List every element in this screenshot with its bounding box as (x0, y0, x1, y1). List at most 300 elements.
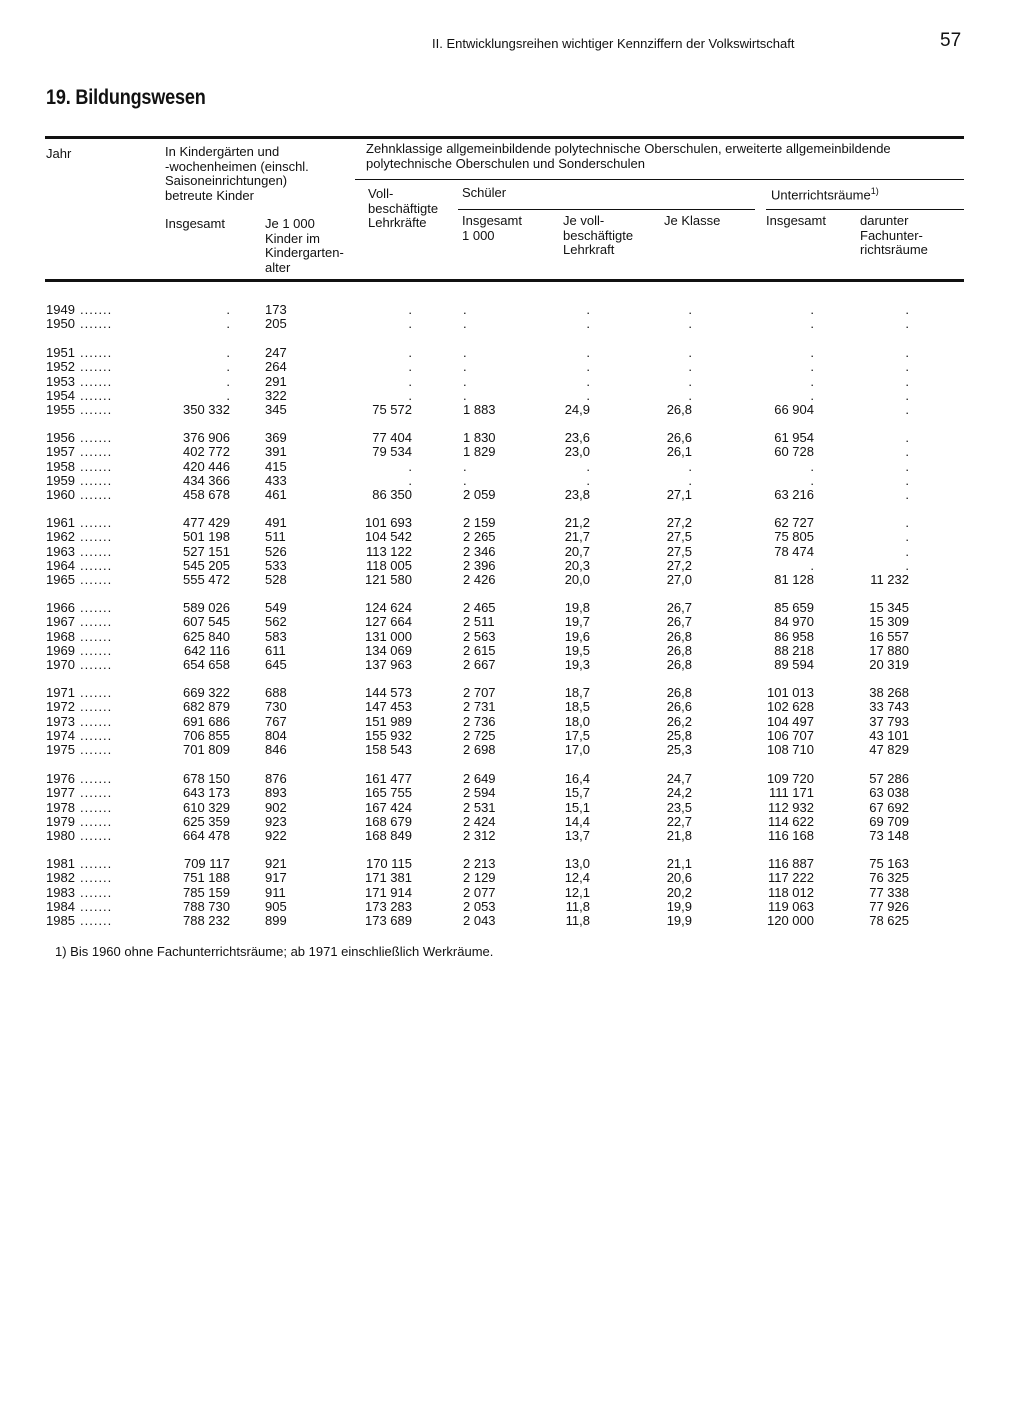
row-cell: 527 151 (183, 543, 230, 559)
row-year: 1966 (46, 600, 75, 615)
row-cell: 391 (265, 444, 287, 460)
row-cell: 247 (265, 345, 287, 360)
row-year: 1965 (46, 572, 75, 587)
row-cell: 2 707 (463, 685, 496, 700)
row-cell: . (905, 316, 909, 332)
row-year: 1955 (46, 402, 75, 417)
row-cell: 643 173 (183, 785, 230, 801)
row-cell: 23,5 (666, 799, 692, 815)
table-row (0, 375, 1024, 389)
row-cell: . (408, 387, 412, 403)
row-cell: 57 286 (869, 771, 909, 786)
row-cell: 26,8 (666, 402, 692, 417)
row-cell: 69 709 (869, 813, 909, 829)
table-row (0, 559, 1024, 573)
row-cell: 144 573 (365, 685, 412, 700)
row-leader-dots: ....... (80, 302, 113, 317)
row-leader-dots: ....... (80, 685, 113, 700)
table-row (0, 815, 1024, 829)
row-cell: 26,8 (666, 685, 692, 700)
row-cell: . (586, 302, 590, 317)
header-unterrichtsraeume: Unterrichtsräume$^{1)}$ (771, 186, 879, 203)
row-leader-dots: ....... (80, 727, 113, 743)
row-cell: 350 332 (183, 402, 230, 417)
row-leader-dots: ....... (80, 430, 113, 445)
row-cell: 15 309 (869, 614, 909, 630)
row-cell: 688 (265, 685, 287, 700)
row-cell: 131 000 (365, 628, 412, 644)
row-leader-dots: ....... (80, 614, 113, 630)
row-cell: . (408, 373, 412, 389)
row-cell: . (226, 359, 230, 375)
row-leader-dots: ....... (80, 316, 113, 332)
row-cell: 1 829 (463, 444, 496, 460)
row-leader-dots: ....... (80, 515, 113, 530)
row-year: 1973 (46, 713, 75, 729)
row-cell: 625 840 (183, 628, 230, 644)
row-cell: . (905, 543, 909, 559)
row-cell: 911 (265, 884, 286, 900)
row-cell: 691 686 (183, 713, 230, 729)
row-leader-dots: ....... (80, 642, 113, 658)
row-cell: 2 563 (463, 628, 496, 644)
row-cell: 2 077 (463, 884, 496, 900)
row-cell: 2 213 (463, 856, 496, 871)
row-cell: . (905, 515, 909, 530)
row-leader-dots: ....... (80, 529, 113, 545)
row-cell: 511 (265, 529, 286, 545)
table-row (0, 686, 1024, 700)
row-cell: 20,7 (564, 543, 590, 559)
row-cell: 611 (265, 642, 286, 658)
row-cell: . (408, 458, 412, 474)
row-cell: 2 053 (463, 898, 496, 914)
row-cell: 767 (265, 713, 287, 729)
row-cell: 27,1 (666, 487, 692, 502)
row-cell: . (408, 472, 412, 488)
row-cell: 2 346 (463, 543, 496, 559)
row-cell: 730 (265, 699, 287, 715)
row-cell: . (463, 373, 467, 389)
row-cell: 21,8 (666, 828, 692, 843)
row-leader-dots: ....... (80, 913, 113, 928)
row-cell: 168 849 (365, 828, 412, 843)
row-cell: 2 426 (463, 572, 496, 587)
row-cell: 24,7 (666, 771, 692, 786)
row-cell: 26,6 (666, 699, 692, 715)
row-year: 1954 (46, 387, 75, 403)
row-leader-dots: ....... (80, 856, 113, 871)
row-cell: . (688, 373, 692, 389)
row-cell: 917 (265, 870, 287, 886)
row-cell: 19,7 (564, 614, 590, 630)
row-cell: 23,6 (564, 430, 590, 445)
row-cell: 19,3 (564, 657, 590, 672)
row-cell: . (586, 458, 590, 474)
row-cell: . (226, 302, 230, 317)
row-cell: 26,2 (666, 713, 692, 729)
row-cell: 165 755 (365, 785, 412, 801)
row-cell: 876 (265, 771, 287, 786)
table-row (0, 573, 1024, 587)
row-cell: 664 478 (183, 828, 230, 843)
row-cell: 1 883 (463, 402, 496, 417)
row-cell: . (905, 529, 909, 545)
row-cell: 415 (265, 458, 287, 474)
row-year: 1950 (46, 316, 75, 332)
row-year: 1969 (46, 642, 75, 658)
row-cell: 20,0 (564, 572, 590, 587)
row-cell: 2 731 (463, 699, 496, 715)
row-cell: . (586, 472, 590, 488)
row-cell: 434 366 (183, 472, 230, 488)
row-cell: 846 (265, 742, 287, 757)
row-year: 1949 (46, 302, 75, 317)
table-row (0, 729, 1024, 743)
row-cell: 118 012 (767, 884, 814, 900)
row-cell: 555 472 (183, 572, 230, 587)
footnote: 1) Bis 1960 ohne Fachunterrichtsräume; ab 1971 einschließlich Werkräume. (55, 944, 494, 959)
row-cell: 170 115 (365, 856, 412, 871)
header-fachraeume: darunter Fachunter- richtsräume (860, 213, 928, 257)
row-cell: 79 534 (372, 444, 412, 460)
row-cell: . (586, 359, 590, 375)
row-year: 1980 (46, 828, 75, 843)
row-cell: 113 122 (365, 543, 412, 559)
row-cell: 161 477 (365, 771, 412, 786)
row-cell: . (905, 345, 909, 360)
row-year: 1964 (46, 557, 75, 573)
row-cell: 27,5 (666, 529, 692, 545)
row-cell: 19,6 (564, 628, 590, 644)
row-leader-dots: ....... (80, 402, 113, 417)
row-cell: . (905, 430, 909, 445)
row-cell: 86 958 (774, 628, 814, 644)
row-cell: 291 (265, 373, 287, 389)
row-cell: 62 727 (774, 515, 814, 530)
row-cell: 607 545 (183, 614, 230, 630)
row-leader-dots: ....... (80, 345, 113, 360)
row-cell: 19,9 (666, 898, 692, 914)
row-cell: 63 038 (869, 785, 909, 801)
row-year: 1967 (46, 614, 75, 630)
row-cell: 104 542 (365, 529, 412, 545)
row-cell: . (463, 302, 467, 317)
row-cell: 2 698 (463, 742, 496, 757)
table-row (0, 743, 1024, 757)
row-cell: 102 628 (767, 699, 814, 715)
row-leader-dots: ....... (80, 487, 113, 502)
header-je-klasse: Je Klasse (664, 213, 721, 228)
row-cell: 23,0 (564, 444, 590, 460)
row-cell: 19,5 (564, 642, 590, 658)
row-cell: 109 720 (767, 771, 814, 786)
row-cell: 134 069 (365, 642, 412, 658)
row-year: 1958 (46, 458, 75, 474)
row-year: 1960 (46, 487, 75, 502)
row-cell: . (463, 345, 467, 360)
row-cell: . (688, 359, 692, 375)
row-cell: . (810, 345, 814, 360)
row-cell: 16,4 (564, 771, 590, 786)
header-je-lehrkraft: Je voll- beschäftigte Lehrkraft (563, 213, 634, 257)
header-jahr: Jahr (46, 146, 72, 161)
row-cell: 905 (265, 898, 287, 914)
row-leader-dots: ....... (80, 771, 113, 786)
row-year: 1972 (46, 699, 75, 715)
table-row (0, 886, 1024, 900)
row-cell: 12,4 (564, 870, 590, 886)
row-cell: 173 689 (365, 913, 412, 928)
table-row (0, 389, 1024, 403)
row-cell: . (408, 302, 412, 317)
row-cell: . (586, 316, 590, 332)
table-row (0, 914, 1024, 928)
header-raeume-insgesamt: Insgesamt (766, 213, 826, 228)
table-row (0, 303, 1024, 317)
row-leader-dots: ....... (80, 600, 113, 615)
table-row (0, 403, 1024, 417)
row-cell: 17,0 (564, 742, 590, 757)
table-row (0, 801, 1024, 815)
row-cell: . (226, 373, 230, 389)
row-cell: 902 (265, 799, 287, 815)
row-leader-dots: ....... (80, 785, 113, 801)
row-year: 1959 (46, 472, 75, 488)
row-leader-dots: ....... (80, 699, 113, 715)
row-year: 1978 (46, 799, 75, 815)
row-cell: . (408, 359, 412, 375)
row-cell: 923 (265, 813, 287, 829)
row-cell: 610 329 (183, 799, 230, 815)
row-cell: 168 679 (365, 813, 412, 829)
table-row (0, 346, 1024, 360)
row-cell: 21,1 (666, 856, 692, 871)
row-cell: 2 424 (463, 813, 496, 829)
row-cell: 112 932 (767, 799, 814, 815)
row-cell: 21,2 (564, 515, 590, 530)
row-cell: 63 216 (774, 487, 814, 502)
row-cell: 2 511 (463, 614, 495, 630)
row-cell: . (905, 359, 909, 375)
row-leader-dots: ....... (80, 628, 113, 644)
row-cell: . (226, 387, 230, 403)
row-cell: 682 879 (183, 699, 230, 715)
row-cell: 625 359 (183, 813, 230, 829)
row-cell: 173 283 (365, 898, 412, 914)
row-cell: 77 338 (869, 884, 909, 900)
raeume-group-rule (766, 209, 964, 210)
row-cell: 893 (265, 785, 287, 801)
row-cell: . (905, 402, 909, 417)
row-cell: 24,2 (666, 785, 692, 801)
row-cell: 78 474 (774, 543, 814, 559)
row-cell: . (688, 345, 692, 360)
row-cell: 116 168 (767, 828, 814, 843)
row-cell: 15,1 (564, 799, 590, 815)
row-cell: 528 (265, 572, 287, 587)
row-cell: 322 (265, 387, 287, 403)
row-cell: 67 692 (869, 799, 909, 815)
row-leader-dots: ....... (80, 828, 113, 843)
row-cell: 111 171 (768, 785, 814, 801)
row-cell: 117 222 (767, 870, 814, 886)
row-leader-dots: ....... (80, 870, 113, 886)
header-lehrkraefte: Voll- beschäftigte Lehrkräfte (368, 186, 439, 230)
table-row (0, 857, 1024, 871)
row-cell: 47 829 (869, 742, 909, 757)
row-cell: . (463, 316, 467, 332)
row-cell: 78 625 (869, 913, 909, 928)
row-cell: 77 926 (869, 898, 909, 914)
row-cell: 20,2 (666, 884, 692, 900)
row-year: 1957 (46, 444, 75, 460)
table-row (0, 317, 1024, 331)
header-schueler: Schüler (462, 185, 507, 200)
row-cell: 60 728 (774, 444, 814, 460)
row-cell: 19,8 (564, 600, 590, 615)
row-cell: 75 163 (869, 856, 909, 871)
schueler-group-rule (458, 209, 755, 210)
row-leader-dots: ....... (80, 799, 113, 815)
row-cell: 376 906 (183, 430, 230, 445)
row-cell: 11 232 (870, 572, 909, 587)
row-cell: 22,7 (666, 813, 692, 829)
row-cell: 76 325 (869, 870, 909, 886)
row-cell: 2 615 (463, 642, 496, 658)
row-leader-dots: ....... (80, 657, 113, 672)
row-year: 1968 (46, 628, 75, 644)
row-cell: 173 (265, 302, 287, 317)
row-cell: 26,7 (666, 614, 692, 630)
row-year: 1981 (46, 856, 75, 871)
row-cell: 804 (265, 727, 287, 743)
row-cell: 2 465 (463, 600, 496, 615)
row-cell: 77 404 (372, 430, 412, 445)
row-cell: 13,7 (564, 828, 590, 843)
table-row (0, 360, 1024, 374)
row-cell: 13,0 (564, 856, 590, 871)
row-year: 1975 (46, 742, 75, 757)
row-cell: 73 148 (869, 828, 909, 843)
row-cell: 2 725 (463, 727, 496, 743)
row-cell: . (810, 373, 814, 389)
section-title: 19. Bildungswesen (46, 86, 206, 109)
row-cell: 461 (265, 487, 287, 502)
row-cell: . (688, 316, 692, 332)
row-cell: 2 649 (463, 771, 496, 786)
row-cell: 15 345 (869, 600, 909, 615)
row-cell: 86 350 (372, 487, 412, 502)
row-cell: 26,6 (666, 430, 692, 445)
row-cell: 26,8 (666, 657, 692, 672)
row-cell: 114 622 (767, 813, 814, 829)
row-cell: 501 198 (183, 529, 230, 545)
row-cell: 2 159 (463, 515, 496, 530)
table-row (0, 700, 1024, 714)
row-cell: 11,8 (565, 898, 590, 914)
row-cell: 589 026 (183, 600, 230, 615)
row-cell: 151 989 (365, 713, 412, 729)
table-row (0, 829, 1024, 843)
row-cell: . (810, 458, 814, 474)
row-leader-dots: ....... (80, 543, 113, 559)
table-row (0, 431, 1024, 445)
row-cell: . (586, 373, 590, 389)
row-cell: 583 (265, 628, 287, 644)
row-year: 1951 (46, 345, 75, 360)
row-cell: 26,8 (666, 642, 692, 658)
row-cell: 491 (265, 515, 287, 530)
header-schulen-group: Zehnklassige allgemeinbildende polytechnische Oberschulen, erweiterte allgemeinbildende polytechnische Oberschulen und Sonderschulen (366, 141, 891, 171)
row-leader-dots: ....... (80, 813, 113, 829)
row-leader-dots: ....... (80, 373, 113, 389)
row-cell: 18,0 (564, 713, 590, 729)
row-cell: 26,7 (666, 600, 692, 615)
row-cell: 61 954 (774, 430, 814, 445)
row-cell: 645 (265, 657, 287, 672)
row-cell: 23,8 (564, 487, 590, 502)
row-cell: 15,7 (564, 785, 590, 801)
row-cell: 2 129 (463, 870, 496, 886)
row-cell: . (905, 557, 909, 573)
header-schueler-insgesamt: Insgesamt 1 000 (462, 213, 522, 243)
running-header: II. Entwicklungsreihen wichtiger Kennziffern der Volkswirtschaft (432, 36, 795, 51)
row-cell: . (463, 359, 467, 375)
row-cell: 27,0 (666, 572, 692, 587)
table-row (0, 474, 1024, 488)
row-cell: 2 531 (463, 799, 496, 815)
row-year: 1956 (46, 430, 75, 445)
row-cell: 75 572 (372, 402, 412, 417)
row-cell: 19,9 (666, 913, 692, 928)
row-year: 1976 (46, 771, 75, 786)
row-cell: 706 855 (183, 727, 230, 743)
row-cell: 158 543 (365, 742, 412, 757)
row-cell: . (226, 316, 230, 332)
row-cell: 678 150 (183, 771, 230, 786)
row-cell: 17 880 (869, 642, 909, 658)
row-year: 1963 (46, 543, 75, 559)
row-cell: 549 (265, 600, 287, 615)
row-leader-dots: ....... (80, 572, 113, 587)
row-cell: 2 059 (463, 487, 496, 502)
table-row (0, 630, 1024, 644)
row-cell: 25,3 (666, 742, 692, 757)
row-cell: 119 063 (767, 898, 814, 914)
row-leader-dots: ....... (80, 898, 113, 914)
row-cell: 12,1 (564, 884, 590, 900)
row-year: 1962 (46, 529, 75, 545)
row-cell: 27,2 (666, 515, 692, 530)
table-row (0, 871, 1024, 885)
row-cell: 137 963 (365, 657, 412, 672)
row-cell: 2 265 (463, 529, 496, 545)
row-cell: . (905, 387, 909, 403)
row-cell: 38 268 (869, 685, 909, 700)
row-cell: 20 319 (869, 657, 909, 672)
row-cell: 75 805 (774, 529, 814, 545)
row-cell: 2 312 (463, 828, 496, 843)
row-cell: 171 914 (365, 884, 412, 900)
row-cell: . (905, 472, 909, 488)
row-cell: . (810, 472, 814, 488)
row-cell: . (905, 444, 909, 460)
row-leader-dots: ....... (80, 472, 113, 488)
row-cell: 101 693 (365, 515, 412, 530)
row-cell: 121 580 (365, 572, 412, 587)
row-cell: 27,5 (666, 543, 692, 559)
